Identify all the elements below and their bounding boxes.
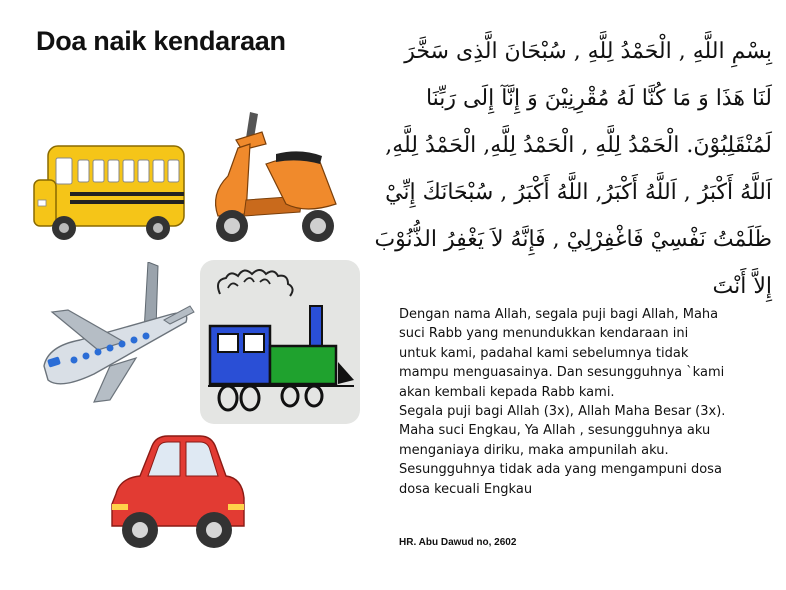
arabic-line: لَمُنْقَلِبُوْنَ. الْحَمْدُ لِلَّهِ , الْحَمْدُ لِلَّهِ, الْحَمْدُ لِلَّهِ,	[385, 133, 772, 158]
translation-line: akan kembali kepada Rabb kami.	[399, 384, 615, 400]
arabic-prayer-text	[374, 28, 772, 310]
arabic-line: إِلاَّ أَنْتَ	[712, 274, 772, 299]
arabic-line: اَللَّهُ أَكْبَرُ , اَللَّهُ أَكْبَرُ, اللَّهُ أَكْبَرُ , سُبْحَانَكَ إِنِّيْ	[385, 180, 772, 205]
translation-line: mampu menguasainya. Dan sesungguhnya `kami	[399, 365, 725, 381]
translation-line: dosa kecuali Engkau	[399, 481, 533, 497]
translation-line: untuk kami, padahal kami sebelumnya tidak	[399, 345, 689, 361]
translation-line: suci Rabb yang menundukkan kendaraan ini	[399, 326, 689, 342]
airplane-illustration	[40, 262, 200, 407]
train-illustration	[198, 258, 362, 426]
scooter-illustration	[206, 104, 346, 254]
translation-text	[399, 305, 771, 499]
translation-line: Sesungguhnya tidak ada yang mengampuni dosa	[399, 462, 722, 478]
car-illustration	[106, 432, 250, 556]
arabic-line: بِسْمِ اللَّهِ , الْحَمْدُ لِلَّهِ , سُبْحَانَ الَّذِى سَخَّرَ	[404, 39, 772, 64]
translation-line: Dengan nama Allah, segala puji bagi Allah, Maha	[399, 307, 719, 322]
arabic-line: لَنَا هَذَا وَ مَا كُنَّا لَهُ مُقْرِنِيْنَ وَ إِنَّآ إِلَى رَبِّنَا	[425, 86, 772, 111]
bus-illustration	[30, 140, 190, 250]
hadith-source: HR. Abu Dawud no, 2602	[399, 537, 517, 548]
arabic-line: ظَلَمْتُ نَفْسِيْ فَاغْفِرْلِيْ , فَإِنَّهُ لاَ يَغْفِرُ الذُّنُوْبَ	[374, 227, 772, 252]
translation-line: menganiaya diriku, maka ampunilah aku.	[399, 442, 669, 458]
page-title: Doa naik kendaraan	[36, 26, 286, 56]
translation-line: Maha suci Engkau, Ya Allah , sesungguhnya aku	[399, 423, 711, 439]
translation-line: Segala puji bagi Allah (3x), Allah Maha Besar (3x).	[399, 404, 726, 420]
